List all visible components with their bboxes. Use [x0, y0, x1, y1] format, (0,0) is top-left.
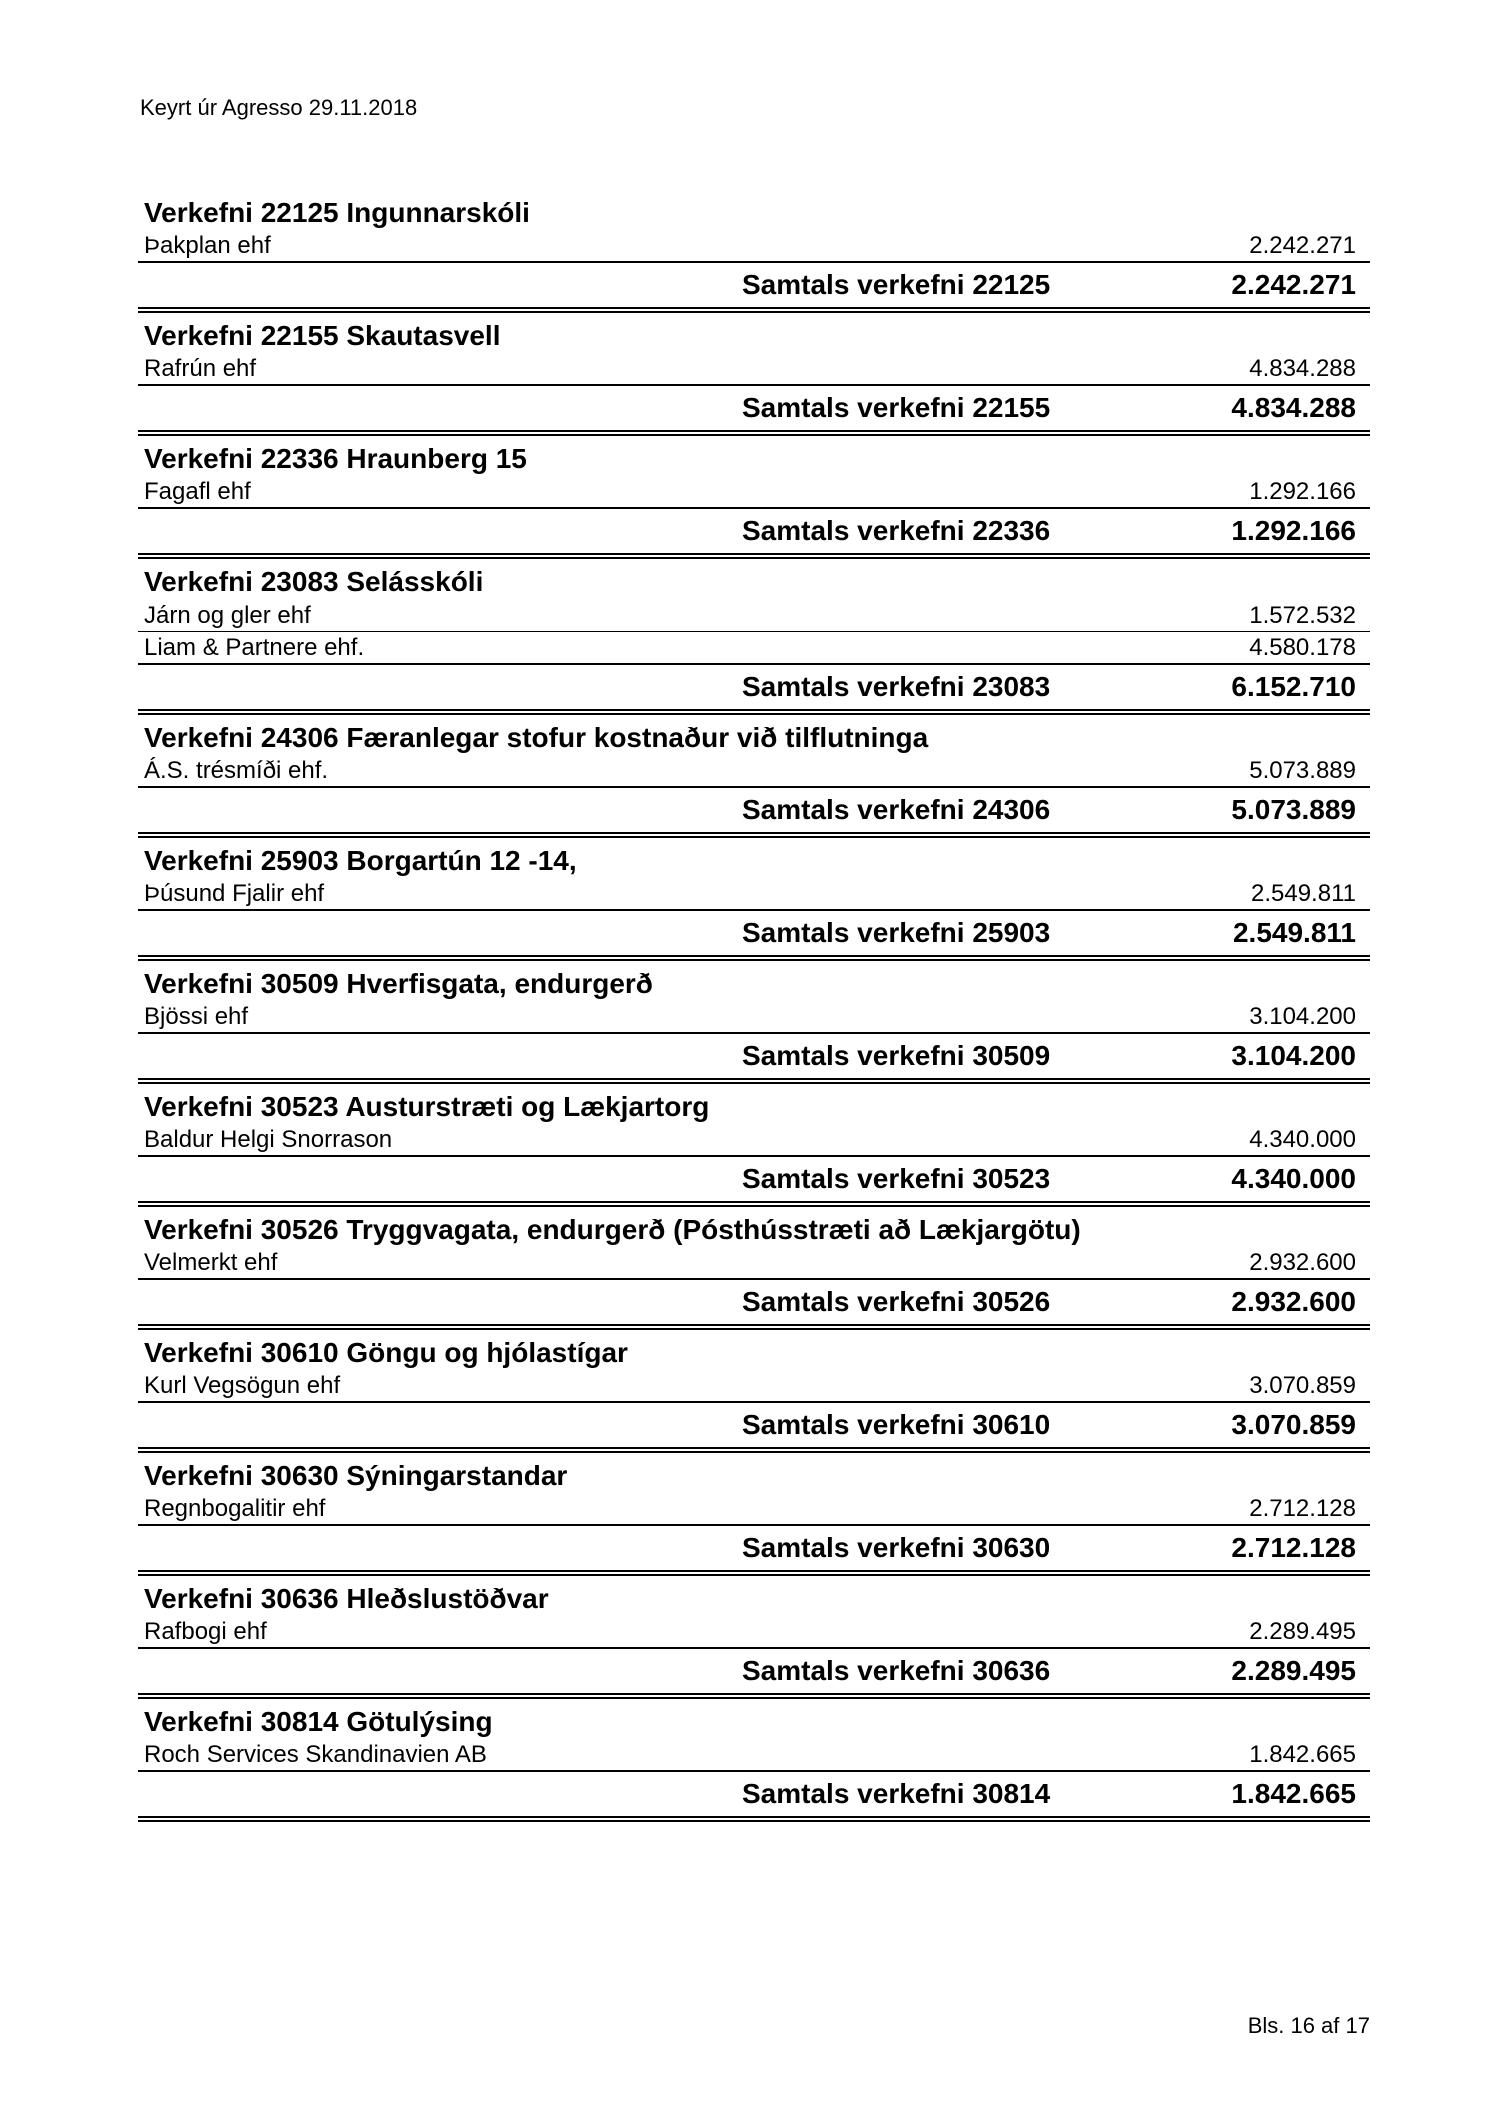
project-section	[138, 196, 1370, 309]
total-label: Samtals verkefni 25903	[742, 917, 1051, 948]
vendor-name: Regnbogalitir ehf	[144, 1495, 326, 1522]
vendor-line	[138, 1001, 1370, 1034]
vendor-name: Bjössi ehf	[144, 1003, 249, 1030]
vendor-amount: 3.070.859	[1249, 1372, 1356, 1399]
project-title: Verkefni 30636 Hleðslustöðvar	[144, 1583, 549, 1614]
project-section	[138, 1582, 1370, 1695]
vendor-name: Rafrún ehf	[144, 355, 257, 382]
vendor-line	[138, 755, 1370, 788]
vendor-name: Fagafl ehf	[144, 478, 251, 505]
vendor-amount: 5.073.889	[1249, 757, 1356, 784]
project-section	[138, 844, 1370, 957]
project-section	[138, 1090, 1370, 1203]
project-total-row	[138, 1772, 1370, 1818]
vendor-line	[138, 230, 1370, 263]
project-section	[138, 1705, 1370, 1818]
vendor-amount: 4.340.000	[1249, 1126, 1356, 1153]
project-total-row	[138, 386, 1370, 432]
vendor-line	[138, 476, 1370, 509]
project-title: Verkefni 24306 Færanlegar stofur kostnaður við tilflutninga	[144, 722, 929, 753]
total-label: Samtals verkefni 23083	[742, 671, 1051, 702]
vendor-name: Á.S. trésmíði ehf.	[144, 757, 329, 784]
total-label: Samtals verkefni 30523	[742, 1163, 1051, 1194]
vendor-name: Járn og gler ehf	[144, 602, 311, 629]
total-label: Samtals verkefni 30814	[742, 1778, 1051, 1809]
project-title: Verkefni 30523 Austurstræti og Lækjartorg	[144, 1091, 710, 1122]
total-amount: 2.242.271	[1231, 269, 1356, 300]
project-section	[138, 1336, 1370, 1449]
total-label: Samtals verkefni 30509	[742, 1040, 1051, 1071]
project-section	[138, 565, 1370, 711]
total-label: Samtals verkefni 22125	[742, 269, 1051, 300]
total-amount: 2.712.128	[1231, 1532, 1356, 1563]
project-total-row	[138, 665, 1370, 711]
total-label: Samtals verkefni 30630	[742, 1532, 1051, 1563]
vendor-line	[138, 1493, 1370, 1526]
project-total-row	[138, 911, 1370, 957]
total-label: Samtals verkefni 30526	[742, 1286, 1051, 1317]
total-amount: 2.932.600	[1231, 1286, 1356, 1317]
vendor-amount: 2.712.128	[1249, 1495, 1356, 1522]
vendor-name: Þúsund Fjalir ehf	[144, 880, 325, 907]
total-amount: 2.289.495	[1231, 1655, 1356, 1686]
total-amount: 4.340.000	[1231, 1163, 1356, 1194]
project-title: Verkefni 30526 Tryggvagata, endurgerð (Pósthússtræti að Lækjargötu)	[144, 1214, 1081, 1245]
vendor-name: Baldur Helgi Snorrason	[144, 1126, 393, 1153]
project-section	[138, 319, 1370, 432]
project-total-row	[138, 1649, 1370, 1695]
total-label: Samtals verkefni 30636	[742, 1655, 1051, 1686]
total-amount: 5.073.889	[1231, 794, 1356, 825]
project-total-row	[138, 1034, 1370, 1080]
vendor-name: Liam & Partnere ehf.	[144, 634, 365, 661]
project-section	[138, 967, 1370, 1080]
project-section	[138, 1213, 1370, 1326]
vendor-line	[138, 1124, 1370, 1157]
total-label: Samtals verkefni 24306	[742, 794, 1051, 825]
vendor-amount: 1.572.532	[1249, 602, 1356, 629]
vendor-amount: 2.242.271	[1249, 232, 1356, 259]
vendor-amount: 1.292.166	[1249, 478, 1356, 505]
project-title: Verkefni 22125 Ingunnarskóli	[144, 197, 530, 228]
project-title: Verkefni 25903 Borgartún 12 -14,	[144, 845, 577, 876]
vendor-name: Roch Services Skandinavien AB	[144, 1741, 487, 1768]
vendor-amount: 2.932.600	[1249, 1249, 1356, 1276]
project-total-row	[138, 1280, 1370, 1326]
project-title: Verkefni 22155 Skautasvell	[144, 320, 501, 351]
vendor-name: Velmerkt ehf	[144, 1249, 278, 1276]
vendor-amount: 2.549.811	[1251, 880, 1356, 907]
total-amount: 6.152.710	[1231, 671, 1356, 702]
vendor-line	[138, 1616, 1370, 1649]
vendor-amount: 2.289.495	[1249, 1618, 1356, 1645]
project-title: Verkefni 30814 Götulýsing	[144, 1706, 493, 1737]
total-label: Samtals verkefni 30610	[742, 1409, 1051, 1440]
project-total-row	[138, 1157, 1370, 1203]
vendor-line	[138, 632, 1370, 665]
vendor-amount: 3.104.200	[1249, 1003, 1356, 1030]
total-amount: 1.842.665	[1231, 1778, 1356, 1809]
report-header: Keyrt úr Agresso 29.11.2018	[140, 95, 418, 120]
project-title: Verkefni 30630 Sýningarstandar	[144, 1460, 568, 1491]
project-title: Verkefni 30509 Hverfisgata, endurgerð	[144, 968, 653, 999]
vendor-line	[138, 878, 1370, 911]
project-section	[138, 721, 1370, 834]
vendor-line	[138, 1370, 1370, 1403]
vendor-line	[138, 1739, 1370, 1772]
page-number: Bls. 16 af 17	[1247, 2013, 1370, 2038]
project-title: Verkefni 22336 Hraunberg 15	[144, 443, 527, 474]
project-list	[138, 196, 1370, 1828]
vendor-name: Rafbogi ehf	[144, 1618, 267, 1645]
total-label: Samtals verkefni 22336	[742, 515, 1051, 546]
project-total-row	[138, 788, 1370, 834]
vendor-name: Kurl Vegsögun ehf	[144, 1372, 341, 1399]
project-total-row	[138, 509, 1370, 555]
project-section	[138, 442, 1370, 555]
total-amount: 2.549.811	[1232, 917, 1356, 948]
project-total-row	[138, 1403, 1370, 1449]
vendor-amount: 4.580.178	[1249, 634, 1356, 661]
vendor-line	[138, 1247, 1370, 1280]
vendor-line	[138, 599, 1370, 632]
project-section	[138, 1459, 1370, 1572]
vendor-amount: 1.842.665	[1249, 1741, 1356, 1768]
vendor-line	[138, 353, 1370, 386]
total-amount: 4.834.288	[1231, 392, 1356, 423]
total-amount: 3.104.200	[1231, 1040, 1356, 1071]
vendor-name: Þakplan ehf	[144, 232, 271, 259]
total-label: Samtals verkefni 22155	[742, 392, 1051, 423]
project-title: Verkefni 23083 Selásskóli	[144, 566, 484, 597]
vendor-amount: 4.834.288	[1249, 355, 1356, 382]
project-total-row	[138, 1526, 1370, 1572]
project-total-row	[138, 263, 1370, 309]
project-title: Verkefni 30610 Göngu og hjólastígar	[144, 1337, 628, 1368]
total-amount: 1.292.166	[1231, 515, 1356, 546]
total-amount: 3.070.859	[1231, 1409, 1356, 1440]
